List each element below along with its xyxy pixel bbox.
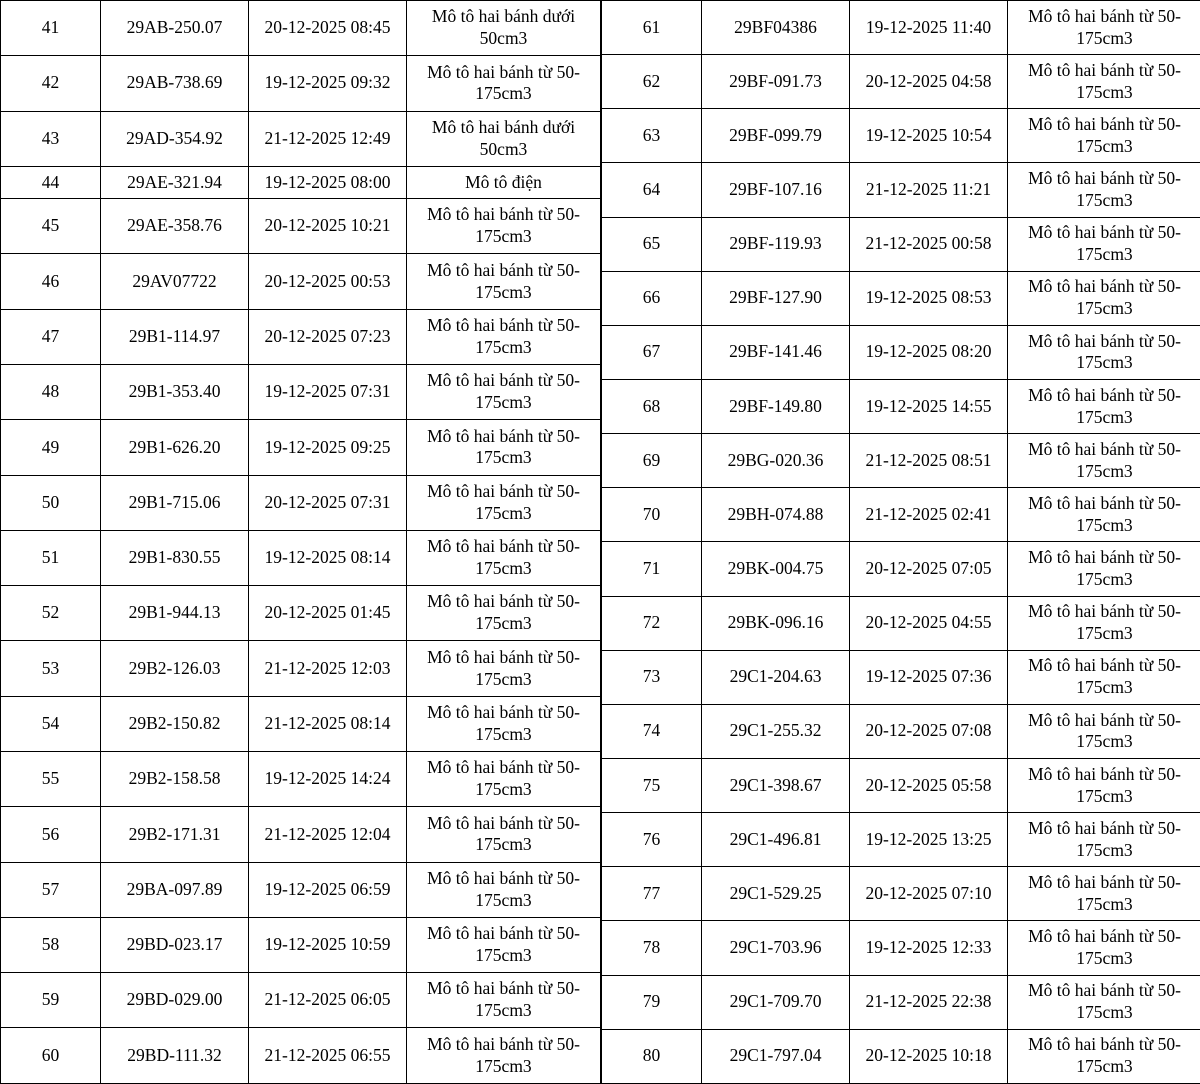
row-plate-number: 29AV07722: [101, 254, 249, 309]
table-row: [1, 199, 601, 254]
table-row: [1, 365, 601, 420]
table-row: [1, 475, 601, 530]
row-vehicle-type: Mô tô điện: [407, 166, 601, 198]
row-vehicle-type: Mô tô hai bánh từ 50-175cm3: [407, 973, 601, 1028]
row-vehicle-type: Mô tô hai bánh từ 50-175cm3: [407, 696, 601, 751]
row-vehicle-type: Mô tô hai bánh từ 50-175cm3: [1008, 271, 1200, 325]
row-timestamp: 20-12-2025 05:58: [850, 758, 1008, 812]
row-plate-number: 29C1-496.81: [702, 813, 850, 867]
row-timestamp: 20-12-2025 04:58: [850, 55, 1008, 109]
row-vehicle-type: Mô tô hai bánh từ 50-175cm3: [407, 199, 601, 254]
table-row: [1, 752, 601, 807]
row-timestamp: 19-12-2025 09:32: [249, 56, 407, 111]
row-plate-number: 29B1-626.20: [101, 420, 249, 475]
row-vehicle-type: Mô tô hai bánh từ 50-175cm3: [1008, 379, 1200, 433]
row-timestamp: 20-12-2025 10:21: [249, 199, 407, 254]
row-timestamp: 20-12-2025 07:08: [850, 704, 1008, 758]
row-plate-number: 29BF-107.16: [702, 163, 850, 217]
row-vehicle-type: Mô tô hai bánh từ 50-175cm3: [407, 917, 601, 972]
row-plate-number: 29C1-703.96: [702, 921, 850, 975]
row-vehicle-type: Mô tô hai bánh từ 50-175cm3: [407, 641, 601, 696]
row-timestamp: 19-12-2025 06:59: [249, 862, 407, 917]
row-vehicle-type: Mô tô hai bánh từ 50-175cm3: [407, 420, 601, 475]
table-row: [1, 696, 601, 751]
row-index: 58: [1, 917, 101, 972]
table-row: [602, 1029, 1200, 1083]
table-row: [1, 530, 601, 585]
row-vehicle-type: Mô tô hai bánh từ 50-175cm3: [1008, 55, 1200, 109]
row-index: 60: [1, 1028, 101, 1084]
table-row: [1, 862, 601, 917]
table-row: [1, 973, 601, 1028]
row-vehicle-type: Mô tô hai bánh từ 50-175cm3: [407, 586, 601, 641]
row-timestamp: 20-12-2025 04:55: [850, 596, 1008, 650]
row-plate-number: 29B2-171.31: [101, 807, 249, 862]
row-index: 80: [602, 1029, 702, 1083]
row-timestamp: 19-12-2025 08:53: [850, 271, 1008, 325]
table-row: [1, 586, 601, 641]
row-index: 47: [1, 309, 101, 364]
row-timestamp: 19-12-2025 14:55: [850, 379, 1008, 433]
row-vehicle-type: Mô tô hai bánh từ 50-175cm3: [1008, 704, 1200, 758]
row-index: 51: [1, 530, 101, 585]
row-index: 67: [602, 325, 702, 379]
row-plate-number: 29B1-353.40: [101, 365, 249, 420]
row-plate-number: 29AE-358.76: [101, 199, 249, 254]
row-index: 61: [602, 1, 702, 55]
row-index: 62: [602, 55, 702, 109]
table-row: [1, 807, 601, 862]
row-timestamp: 21-12-2025 08:51: [850, 434, 1008, 488]
row-timestamp: 19-12-2025 08:14: [249, 530, 407, 585]
row-index: 44: [1, 166, 101, 198]
row-timestamp: 19-12-2025 09:25: [249, 420, 407, 475]
row-plate-number: 29AD-354.92: [101, 111, 249, 166]
row-plate-number: 29BD-029.00: [101, 973, 249, 1028]
row-vehicle-type: Mô tô hai bánh từ 50-175cm3: [1008, 325, 1200, 379]
row-timestamp: 20-12-2025 08:45: [249, 1, 407, 56]
row-index: 69: [602, 434, 702, 488]
row-timestamp: 20-12-2025 07:05: [850, 542, 1008, 596]
row-timestamp: 21-12-2025 06:05: [249, 973, 407, 1028]
row-vehicle-type: Mô tô hai bánh từ 50-175cm3: [1008, 109, 1200, 163]
row-timestamp: 20-12-2025 10:18: [850, 1029, 1008, 1083]
row-plate-number: 29BF-099.79: [702, 109, 850, 163]
row-plate-number: 29C1-204.63: [702, 650, 850, 704]
row-plate-number: 29B1-944.13: [101, 586, 249, 641]
row-plate-number: 29BG-020.36: [702, 434, 850, 488]
row-vehicle-type: Mô tô hai bánh từ 50-175cm3: [407, 1028, 601, 1084]
row-vehicle-type: Mô tô hai bánh từ 50-175cm3: [407, 752, 601, 807]
row-index: 71: [602, 542, 702, 596]
row-plate-number: 29C1-709.70: [702, 975, 850, 1029]
row-vehicle-type: Mô tô hai bánh từ 50-175cm3: [1008, 1029, 1200, 1083]
row-timestamp: 21-12-2025 12:03: [249, 641, 407, 696]
row-vehicle-type: Mô tô hai bánh dưới 50cm3: [407, 111, 601, 166]
row-vehicle-type: Mô tô hai bánh từ 50-175cm3: [1008, 217, 1200, 271]
row-vehicle-type: Mô tô hai bánh từ 50-175cm3: [407, 475, 601, 530]
row-vehicle-type: Mô tô hai bánh từ 50-175cm3: [1008, 488, 1200, 542]
row-timestamp: 20-12-2025 07:10: [850, 867, 1008, 921]
table-row: [602, 217, 1200, 271]
row-vehicle-type: Mô tô hai bánh từ 50-175cm3: [1008, 921, 1200, 975]
table-row: [602, 109, 1200, 163]
row-plate-number: 29B1-114.97: [101, 309, 249, 364]
row-plate-number: 29B2-126.03: [101, 641, 249, 696]
row-index: 46: [1, 254, 101, 309]
row-index: 42: [1, 56, 101, 111]
table-row: [602, 813, 1200, 867]
row-plate-number: 29BK-004.75: [702, 542, 850, 596]
row-timestamp: 20-12-2025 07:23: [249, 309, 407, 364]
table-row: [1, 641, 601, 696]
row-vehicle-type: Mô tô hai bánh từ 50-175cm3: [1008, 1, 1200, 55]
table-row: [602, 596, 1200, 650]
row-vehicle-type: Mô tô hai bánh từ 50-175cm3: [407, 254, 601, 309]
table-row: [602, 271, 1200, 325]
table-row: [602, 55, 1200, 109]
row-index: 74: [602, 704, 702, 758]
row-vehicle-type: Mô tô hai bánh từ 50-175cm3: [407, 56, 601, 111]
row-vehicle-type: Mô tô hai bánh từ 50-175cm3: [1008, 163, 1200, 217]
table-row: [602, 867, 1200, 921]
table-row: [602, 379, 1200, 433]
violation-table-right: [601, 0, 1200, 1084]
row-vehicle-type: Mô tô hai bánh từ 50-175cm3: [1008, 975, 1200, 1029]
row-index: 54: [1, 696, 101, 751]
row-index: 49: [1, 420, 101, 475]
row-plate-number: 29BK-096.16: [702, 596, 850, 650]
row-timestamp: 19-12-2025 08:00: [249, 166, 407, 198]
table-row: [602, 921, 1200, 975]
row-plate-number: 29BF-119.93: [702, 217, 850, 271]
table-row: [602, 650, 1200, 704]
table-row: [602, 758, 1200, 812]
row-vehicle-type: Mô tô hai bánh từ 50-175cm3: [1008, 758, 1200, 812]
row-timestamp: 19-12-2025 10:54: [850, 109, 1008, 163]
table-row: [1, 420, 601, 475]
row-plate-number: 29C1-398.67: [702, 758, 850, 812]
table-row: [602, 542, 1200, 596]
row-index: 57: [1, 862, 101, 917]
table-row: [602, 975, 1200, 1029]
row-timestamp: 21-12-2025 00:58: [850, 217, 1008, 271]
row-plate-number: 29C1-255.32: [702, 704, 850, 758]
row-index: 43: [1, 111, 101, 166]
row-vehicle-type: Mô tô hai bánh từ 50-175cm3: [1008, 596, 1200, 650]
table-row: [1, 56, 601, 111]
row-index: 48: [1, 365, 101, 420]
row-plate-number: 29B2-150.82: [101, 696, 249, 751]
row-index: 64: [602, 163, 702, 217]
row-index: 55: [1, 752, 101, 807]
row-timestamp: 19-12-2025 14:24: [249, 752, 407, 807]
row-vehicle-type: Mô tô hai bánh từ 50-175cm3: [1008, 813, 1200, 867]
row-index: 65: [602, 217, 702, 271]
row-plate-number: 29B1-715.06: [101, 475, 249, 530]
row-timestamp: 21-12-2025 06:55: [249, 1028, 407, 1084]
row-index: 70: [602, 488, 702, 542]
row-index: 77: [602, 867, 702, 921]
row-timestamp: 21-12-2025 11:21: [850, 163, 1008, 217]
row-timestamp: 19-12-2025 13:25: [850, 813, 1008, 867]
row-timestamp: 19-12-2025 07:31: [249, 365, 407, 420]
row-index: 41: [1, 1, 101, 56]
row-plate-number: 29B1-830.55: [101, 530, 249, 585]
row-timestamp: 21-12-2025 08:14: [249, 696, 407, 751]
table-row: [1, 1, 601, 56]
table-row: [1, 917, 601, 972]
row-plate-number: 29BF04386: [702, 1, 850, 55]
row-plate-number: 29BF-127.90: [702, 271, 850, 325]
row-timestamp: 19-12-2025 12:33: [850, 921, 1008, 975]
row-index: 66: [602, 271, 702, 325]
row-timestamp: 19-12-2025 08:20: [850, 325, 1008, 379]
row-index: 45: [1, 199, 101, 254]
row-vehicle-type: Mô tô hai bánh từ 50-175cm3: [1008, 650, 1200, 704]
row-vehicle-type: Mô tô hai bánh từ 50-175cm3: [407, 365, 601, 420]
table-row: [1, 254, 601, 309]
row-vehicle-type: Mô tô hai bánh từ 50-175cm3: [1008, 542, 1200, 596]
table-row: [602, 163, 1200, 217]
row-timestamp: 20-12-2025 07:31: [249, 475, 407, 530]
row-index: 72: [602, 596, 702, 650]
row-timestamp: 21-12-2025 12:04: [249, 807, 407, 862]
row-plate-number: 29BF-141.46: [702, 325, 850, 379]
row-index: 75: [602, 758, 702, 812]
table-row: [602, 434, 1200, 488]
table-row: [602, 325, 1200, 379]
table-row: [1, 111, 601, 166]
row-vehicle-type: Mô tô hai bánh từ 50-175cm3: [1008, 434, 1200, 488]
row-timestamp: 21-12-2025 02:41: [850, 488, 1008, 542]
row-plate-number: 29BA-097.89: [101, 862, 249, 917]
row-index: 78: [602, 921, 702, 975]
row-plate-number: 29AE-321.94: [101, 166, 249, 198]
row-plate-number: 29C1-529.25: [702, 867, 850, 921]
table-row: [602, 704, 1200, 758]
table-row: [602, 488, 1200, 542]
row-timestamp: 20-12-2025 00:53: [249, 254, 407, 309]
row-timestamp: 19-12-2025 10:59: [249, 917, 407, 972]
row-plate-number: 29AB-250.07: [101, 1, 249, 56]
row-index: 63: [602, 109, 702, 163]
row-index: 50: [1, 475, 101, 530]
table-row: [1, 309, 601, 364]
row-index: 76: [602, 813, 702, 867]
row-timestamp: 19-12-2025 11:40: [850, 1, 1008, 55]
row-plate-number: 29BF-091.73: [702, 55, 850, 109]
row-index: 59: [1, 973, 101, 1028]
row-index: 68: [602, 379, 702, 433]
row-timestamp: 19-12-2025 07:36: [850, 650, 1008, 704]
row-index: 53: [1, 641, 101, 696]
row-vehicle-type: Mô tô hai bánh từ 50-175cm3: [1008, 867, 1200, 921]
row-timestamp: 21-12-2025 12:49: [249, 111, 407, 166]
row-index: 73: [602, 650, 702, 704]
row-vehicle-type: Mô tô hai bánh dưới 50cm3: [407, 1, 601, 56]
row-timestamp: 20-12-2025 01:45: [249, 586, 407, 641]
row-index: 52: [1, 586, 101, 641]
row-plate-number: 29B2-158.58: [101, 752, 249, 807]
table-row: [602, 1, 1200, 55]
row-vehicle-type: Mô tô hai bánh từ 50-175cm3: [407, 309, 601, 364]
row-vehicle-type: Mô tô hai bánh từ 50-175cm3: [407, 530, 601, 585]
row-plate-number: 29BF-149.80: [702, 379, 850, 433]
row-index: 56: [1, 807, 101, 862]
row-plate-number: 29BD-111.32: [101, 1028, 249, 1084]
row-vehicle-type: Mô tô hai bánh từ 50-175cm3: [407, 807, 601, 862]
row-timestamp: 21-12-2025 22:38: [850, 975, 1008, 1029]
table-row: [1, 1028, 601, 1084]
row-plate-number: 29C1-797.04: [702, 1029, 850, 1083]
row-plate-number: 29BD-023.17: [101, 917, 249, 972]
row-vehicle-type: Mô tô hai bánh từ 50-175cm3: [407, 862, 601, 917]
row-plate-number: 29AB-738.69: [101, 56, 249, 111]
row-plate-number: 29BH-074.88: [702, 488, 850, 542]
row-index: 79: [602, 975, 702, 1029]
table-row: [1, 166, 601, 198]
